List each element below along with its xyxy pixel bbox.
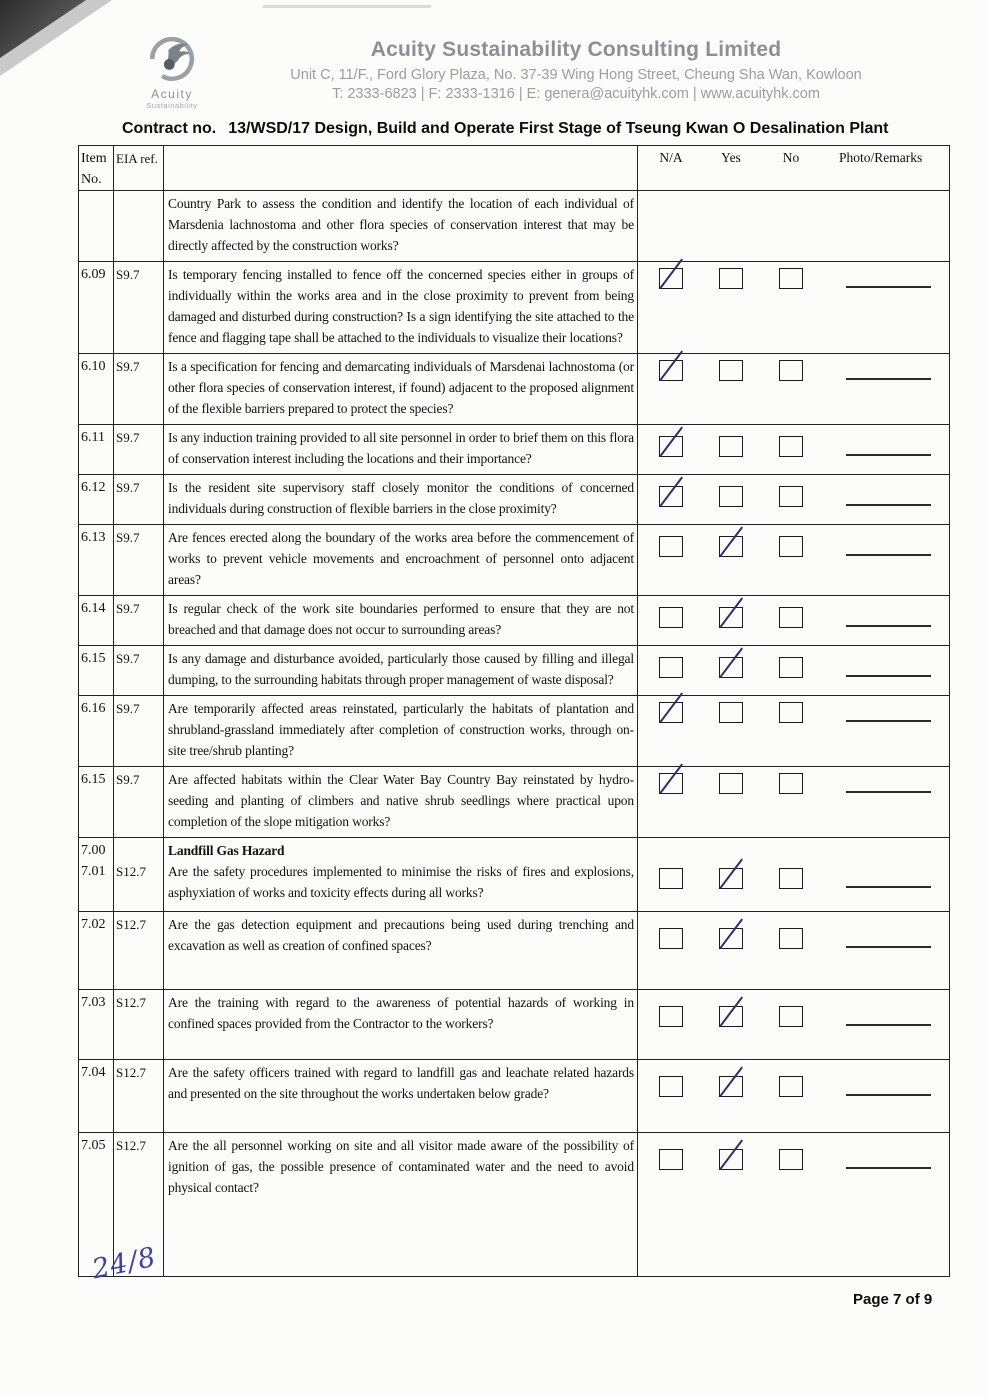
question-text: Are the gas detection equipment and precautions being used during trenching and excavation as well as creation of confined spaces? bbox=[164, 912, 638, 989]
checkbox-na[interactable] bbox=[659, 702, 683, 723]
header-item-no: Item No. bbox=[79, 146, 114, 190]
checkbox-no[interactable] bbox=[779, 702, 803, 723]
answers-cell bbox=[638, 596, 949, 645]
item-no: 6.09 bbox=[79, 262, 114, 353]
question-text: Are the safety officers trained with regard to landfill gas and leachate related hazards and presented on the site throughout the works undertaken below grade? bbox=[164, 1060, 638, 1132]
eia-ref: S9.7 bbox=[114, 425, 164, 474]
checkbox-yes[interactable] bbox=[719, 928, 743, 949]
checkbox-yes[interactable] bbox=[719, 268, 743, 289]
checkbox-yes[interactable] bbox=[719, 436, 743, 457]
checkbox-no[interactable] bbox=[779, 928, 803, 949]
checkbox-no[interactable] bbox=[779, 773, 803, 794]
page-number: Page 7 of 9 bbox=[853, 1291, 933, 1308]
header-na: N/A bbox=[659, 150, 683, 165]
company-address: Unit C, 11/F., Ford Glory Plaza, No. 37-39 Wing Hong Street, Cheung Sha Wan, Kowloon bbox=[290, 67, 862, 83]
checkbox-na[interactable] bbox=[659, 607, 683, 628]
header-eia-ref: EIA ref. bbox=[114, 146, 164, 190]
section-item-no: 7.00 bbox=[81, 843, 106, 858]
checkbox-na[interactable] bbox=[659, 436, 683, 457]
answers-cell bbox=[638, 912, 949, 989]
item-no: 6.10 bbox=[79, 354, 114, 424]
item-no: 6.11 bbox=[79, 425, 114, 474]
question-text: Are the training with regard to the awareness of potential hazards of working in confined spaces provided from the Contractor to the workers? bbox=[164, 990, 638, 1059]
checkbox-na[interactable] bbox=[659, 1149, 683, 1170]
answers-cell bbox=[638, 990, 949, 1059]
remarks-line[interactable] bbox=[846, 286, 931, 288]
question-text: Is any induction training provided to all site personnel in order to brief them on this flora of conservation interest including the locations and their importance? bbox=[164, 425, 638, 474]
checkbox-yes[interactable] bbox=[719, 486, 743, 507]
table-row bbox=[79, 474, 949, 524]
eia-ref: S9.7 bbox=[114, 475, 164, 524]
remarks-line[interactable] bbox=[846, 504, 931, 506]
answers-cell bbox=[638, 1133, 949, 1276]
contract-title bbox=[122, 120, 962, 138]
table-row bbox=[79, 766, 949, 837]
remarks-line[interactable] bbox=[846, 454, 931, 456]
eia-ref: S9.7 bbox=[114, 354, 164, 424]
table-row bbox=[79, 695, 949, 766]
header-answers bbox=[638, 146, 949, 190]
checkbox-yes[interactable] bbox=[719, 773, 743, 794]
checkbox-no[interactable] bbox=[779, 1076, 803, 1097]
item-no: 7.05 bbox=[79, 1133, 114, 1276]
eia-ref: S9.7 bbox=[114, 596, 164, 645]
header-remarks: Photo/Remarks bbox=[839, 150, 923, 165]
eia-ref: S9.7 bbox=[114, 696, 164, 766]
answers-cell bbox=[638, 696, 949, 766]
eia-ref: S9.7 bbox=[114, 767, 164, 837]
question-text: Is any damage and disturbance avoided, particularly those caused by filling and illegal dumping, to the surrounding habitats through proper management of waste disposal? bbox=[164, 646, 638, 695]
answer-row bbox=[659, 868, 949, 889]
answers-cell bbox=[638, 838, 949, 911]
item-no: 7.04 bbox=[79, 1060, 114, 1132]
checkbox-no[interactable] bbox=[779, 360, 803, 381]
answer-row bbox=[659, 536, 949, 557]
eia-ref bbox=[114, 191, 164, 261]
checkbox-na[interactable] bbox=[659, 1006, 683, 1027]
answers-cell bbox=[638, 262, 949, 353]
checkbox-no[interactable] bbox=[779, 657, 803, 678]
checkbox-no[interactable] bbox=[779, 607, 803, 628]
checkbox-no[interactable] bbox=[779, 868, 803, 889]
company-name: Acuity Sustainability Consulting Limited bbox=[370, 38, 782, 61]
contract-title-prefix: Contract no. bbox=[122, 120, 217, 137]
answers-cell bbox=[638, 525, 949, 595]
table-row bbox=[79, 424, 949, 474]
answers-cell bbox=[638, 646, 949, 695]
remarks-line[interactable] bbox=[846, 1167, 931, 1169]
header-yes: Yes bbox=[721, 150, 741, 165]
checkbox-yes[interactable] bbox=[719, 657, 743, 678]
eia-ref: S12.7 bbox=[114, 1060, 164, 1132]
answer-row bbox=[659, 1006, 949, 1027]
answer-row bbox=[659, 928, 949, 949]
answers-cell bbox=[638, 1060, 949, 1132]
item-no: 6.14 bbox=[79, 596, 114, 645]
remarks-line[interactable] bbox=[846, 720, 931, 722]
question-text: Are affected habitats within the Clear Water Bay Country Bay reinstated by hydro-seeding and planting of climbers and native shrub seedlings where practical upon completion of the slope mitigation works? bbox=[164, 767, 638, 837]
checkbox-yes[interactable] bbox=[719, 1149, 743, 1170]
question-text: Is a specification for fencing and demarcating individuals of Marsdenai lachnostoma (or other flora species of conservation interest, if found) adjacent to the proposed alignment of the flexible barriers prepared to protect the species? bbox=[164, 354, 638, 424]
question-text: Are temporarily affected areas reinstated, particularly the habitats of plantation and shrubland-grassland immediately after completion of construction works, through on-site tree/shrub planting? bbox=[164, 696, 638, 766]
table-header-row bbox=[79, 146, 949, 190]
checkbox-yes[interactable] bbox=[719, 868, 743, 889]
table-row bbox=[79, 524, 949, 595]
answer-row bbox=[659, 436, 949, 457]
table-row bbox=[79, 989, 949, 1059]
table-row bbox=[79, 1059, 949, 1132]
eia-ref: S9.7 bbox=[114, 525, 164, 595]
checkbox-no[interactable] bbox=[779, 486, 803, 507]
remarks-line[interactable] bbox=[846, 554, 931, 556]
remarks-line[interactable] bbox=[846, 675, 931, 677]
checkbox-yes[interactable] bbox=[719, 1006, 743, 1027]
checkbox-na[interactable] bbox=[659, 773, 683, 794]
checkbox-na[interactable] bbox=[659, 657, 683, 678]
scan-line-artifact bbox=[263, 5, 431, 8]
answers-cell bbox=[638, 191, 949, 261]
checkbox-na[interactable] bbox=[659, 486, 683, 507]
remarks-line[interactable] bbox=[846, 791, 931, 793]
contract-title-main: 13/WSD/17 Design, Build and Operate First Stage of Tseung Kwan O Desalination Plant bbox=[228, 120, 889, 137]
logo-sublabel: Sustainability bbox=[146, 101, 198, 110]
answer-row bbox=[659, 773, 949, 794]
eia-ref: S9.7 bbox=[114, 262, 164, 353]
answer-row bbox=[659, 268, 949, 289]
question-text: Are fences erected along the boundary of the works area before the commencement of works to prevent vehicle movements and encroachment of personnel onto adjacent areas? bbox=[164, 525, 638, 595]
table-row bbox=[79, 645, 949, 695]
table-row bbox=[79, 190, 949, 261]
company-logo bbox=[133, 32, 211, 110]
scan-corner-artifact-dark bbox=[0, 0, 86, 58]
answer-row bbox=[659, 1149, 949, 1170]
question-text: Is regular check of the work site boundaries performed to ensure that they are not breached and that damage does not occur to surrounding areas? bbox=[164, 596, 638, 645]
remarks-line[interactable] bbox=[846, 886, 931, 888]
remarks-line[interactable] bbox=[846, 1024, 931, 1026]
question-text: Country Park to assess the condition and identify the location of each individual of Marsdenia lachnostoma and other flora species of conservation interest that may be directly affected by the construction works? bbox=[164, 191, 638, 261]
checkbox-na[interactable] bbox=[659, 268, 683, 289]
question-text: Are the all personnel working on site and all visitor made aware of the possibility of ignition of gas, the possible presence of contaminated water and the need to avoid physical contact? bbox=[164, 1133, 638, 1276]
checkbox-yes[interactable] bbox=[719, 1076, 743, 1097]
question-text: Is temporary fencing installed to fence off the concerned species either in groups of individually within the works area and in the close proximity to prevent from being damaged and disturbed during construction? Is a sign identifying the site attached to the fence and flagging tape shall be attached to the individuals to visualize their locations? bbox=[164, 262, 638, 353]
item-no: 6.16 bbox=[79, 696, 114, 766]
table-row bbox=[79, 911, 949, 989]
answers-cell bbox=[638, 475, 949, 524]
eia-ref: S12.7 bbox=[114, 990, 164, 1059]
item-no: 6.12 bbox=[79, 475, 114, 524]
header-question bbox=[164, 146, 638, 190]
answers-cell bbox=[638, 425, 949, 474]
acuity-logo-icon bbox=[145, 32, 199, 86]
checkbox-no[interactable] bbox=[779, 1149, 803, 1170]
checkbox-no[interactable] bbox=[779, 436, 803, 457]
logo-label: Acuity bbox=[151, 87, 193, 101]
item-no: 7.00 7.01 bbox=[79, 838, 114, 911]
section-title: Landfill Gas Hazard bbox=[168, 843, 285, 858]
question-text: Is the resident site supervisory staff closely monitor the conditions of concerned individuals during construction of flexible barriers in the close proximity? bbox=[164, 475, 638, 524]
checkbox-yes[interactable] bbox=[719, 360, 743, 381]
checkbox-na[interactable] bbox=[659, 536, 683, 557]
answer-row bbox=[659, 657, 949, 678]
checkbox-na[interactable] bbox=[659, 360, 683, 381]
table-row-section bbox=[79, 837, 949, 911]
checkbox-na[interactable] bbox=[659, 1076, 683, 1097]
answers-cell bbox=[638, 354, 949, 424]
answer-row bbox=[659, 360, 949, 381]
item-no: 6.13 bbox=[79, 525, 114, 595]
answer-row bbox=[659, 702, 949, 723]
answers-cell bbox=[638, 767, 949, 837]
item-no: 7.02 bbox=[79, 912, 114, 989]
checkbox-no[interactable] bbox=[779, 268, 803, 289]
table-row bbox=[79, 1132, 949, 1276]
question-text: Landfill Gas Hazard Are the safety procedures implemented to minimise the risks of fires and explosions, asphyxiation of works and toxicity effects during all works? bbox=[164, 838, 638, 911]
checkbox-na[interactable] bbox=[659, 868, 683, 889]
letterhead bbox=[240, 38, 912, 102]
answer-row bbox=[659, 1076, 949, 1097]
item-no: 7.03 bbox=[79, 990, 114, 1059]
item-no bbox=[79, 191, 114, 261]
checkbox-yes[interactable] bbox=[719, 536, 743, 557]
remarks-line[interactable] bbox=[846, 1094, 931, 1096]
item-no: 6.15 bbox=[79, 646, 114, 695]
table-row bbox=[79, 261, 949, 353]
table-row bbox=[79, 595, 949, 645]
answer-row bbox=[659, 607, 949, 628]
handwritten-note: 24/8 bbox=[89, 1241, 160, 1286]
checkbox-na[interactable] bbox=[659, 928, 683, 949]
eia-ref: S12.7 bbox=[114, 912, 164, 989]
eia-ref: S12.7 bbox=[114, 838, 164, 911]
header-no: No bbox=[782, 150, 800, 165]
checklist-table bbox=[78, 145, 950, 1277]
checkbox-no[interactable] bbox=[779, 1006, 803, 1027]
item-no: 6.15 bbox=[79, 767, 114, 837]
checkbox-yes[interactable] bbox=[719, 702, 743, 723]
table-row bbox=[79, 353, 949, 424]
remarks-line[interactable] bbox=[846, 625, 931, 627]
checkbox-no[interactable] bbox=[779, 536, 803, 557]
company-contact: T: 2333-6823 | F: 2333-1316 | E: genera@acuityhk.com | www.acuityhk.com bbox=[332, 86, 820, 102]
remarks-line[interactable] bbox=[846, 946, 931, 948]
answer-row bbox=[659, 486, 949, 507]
remarks-line[interactable] bbox=[846, 378, 931, 380]
eia-ref: S12.7 bbox=[114, 1133, 164, 1276]
eia-ref: S9.7 bbox=[114, 646, 164, 695]
checkbox-yes[interactable] bbox=[719, 607, 743, 628]
